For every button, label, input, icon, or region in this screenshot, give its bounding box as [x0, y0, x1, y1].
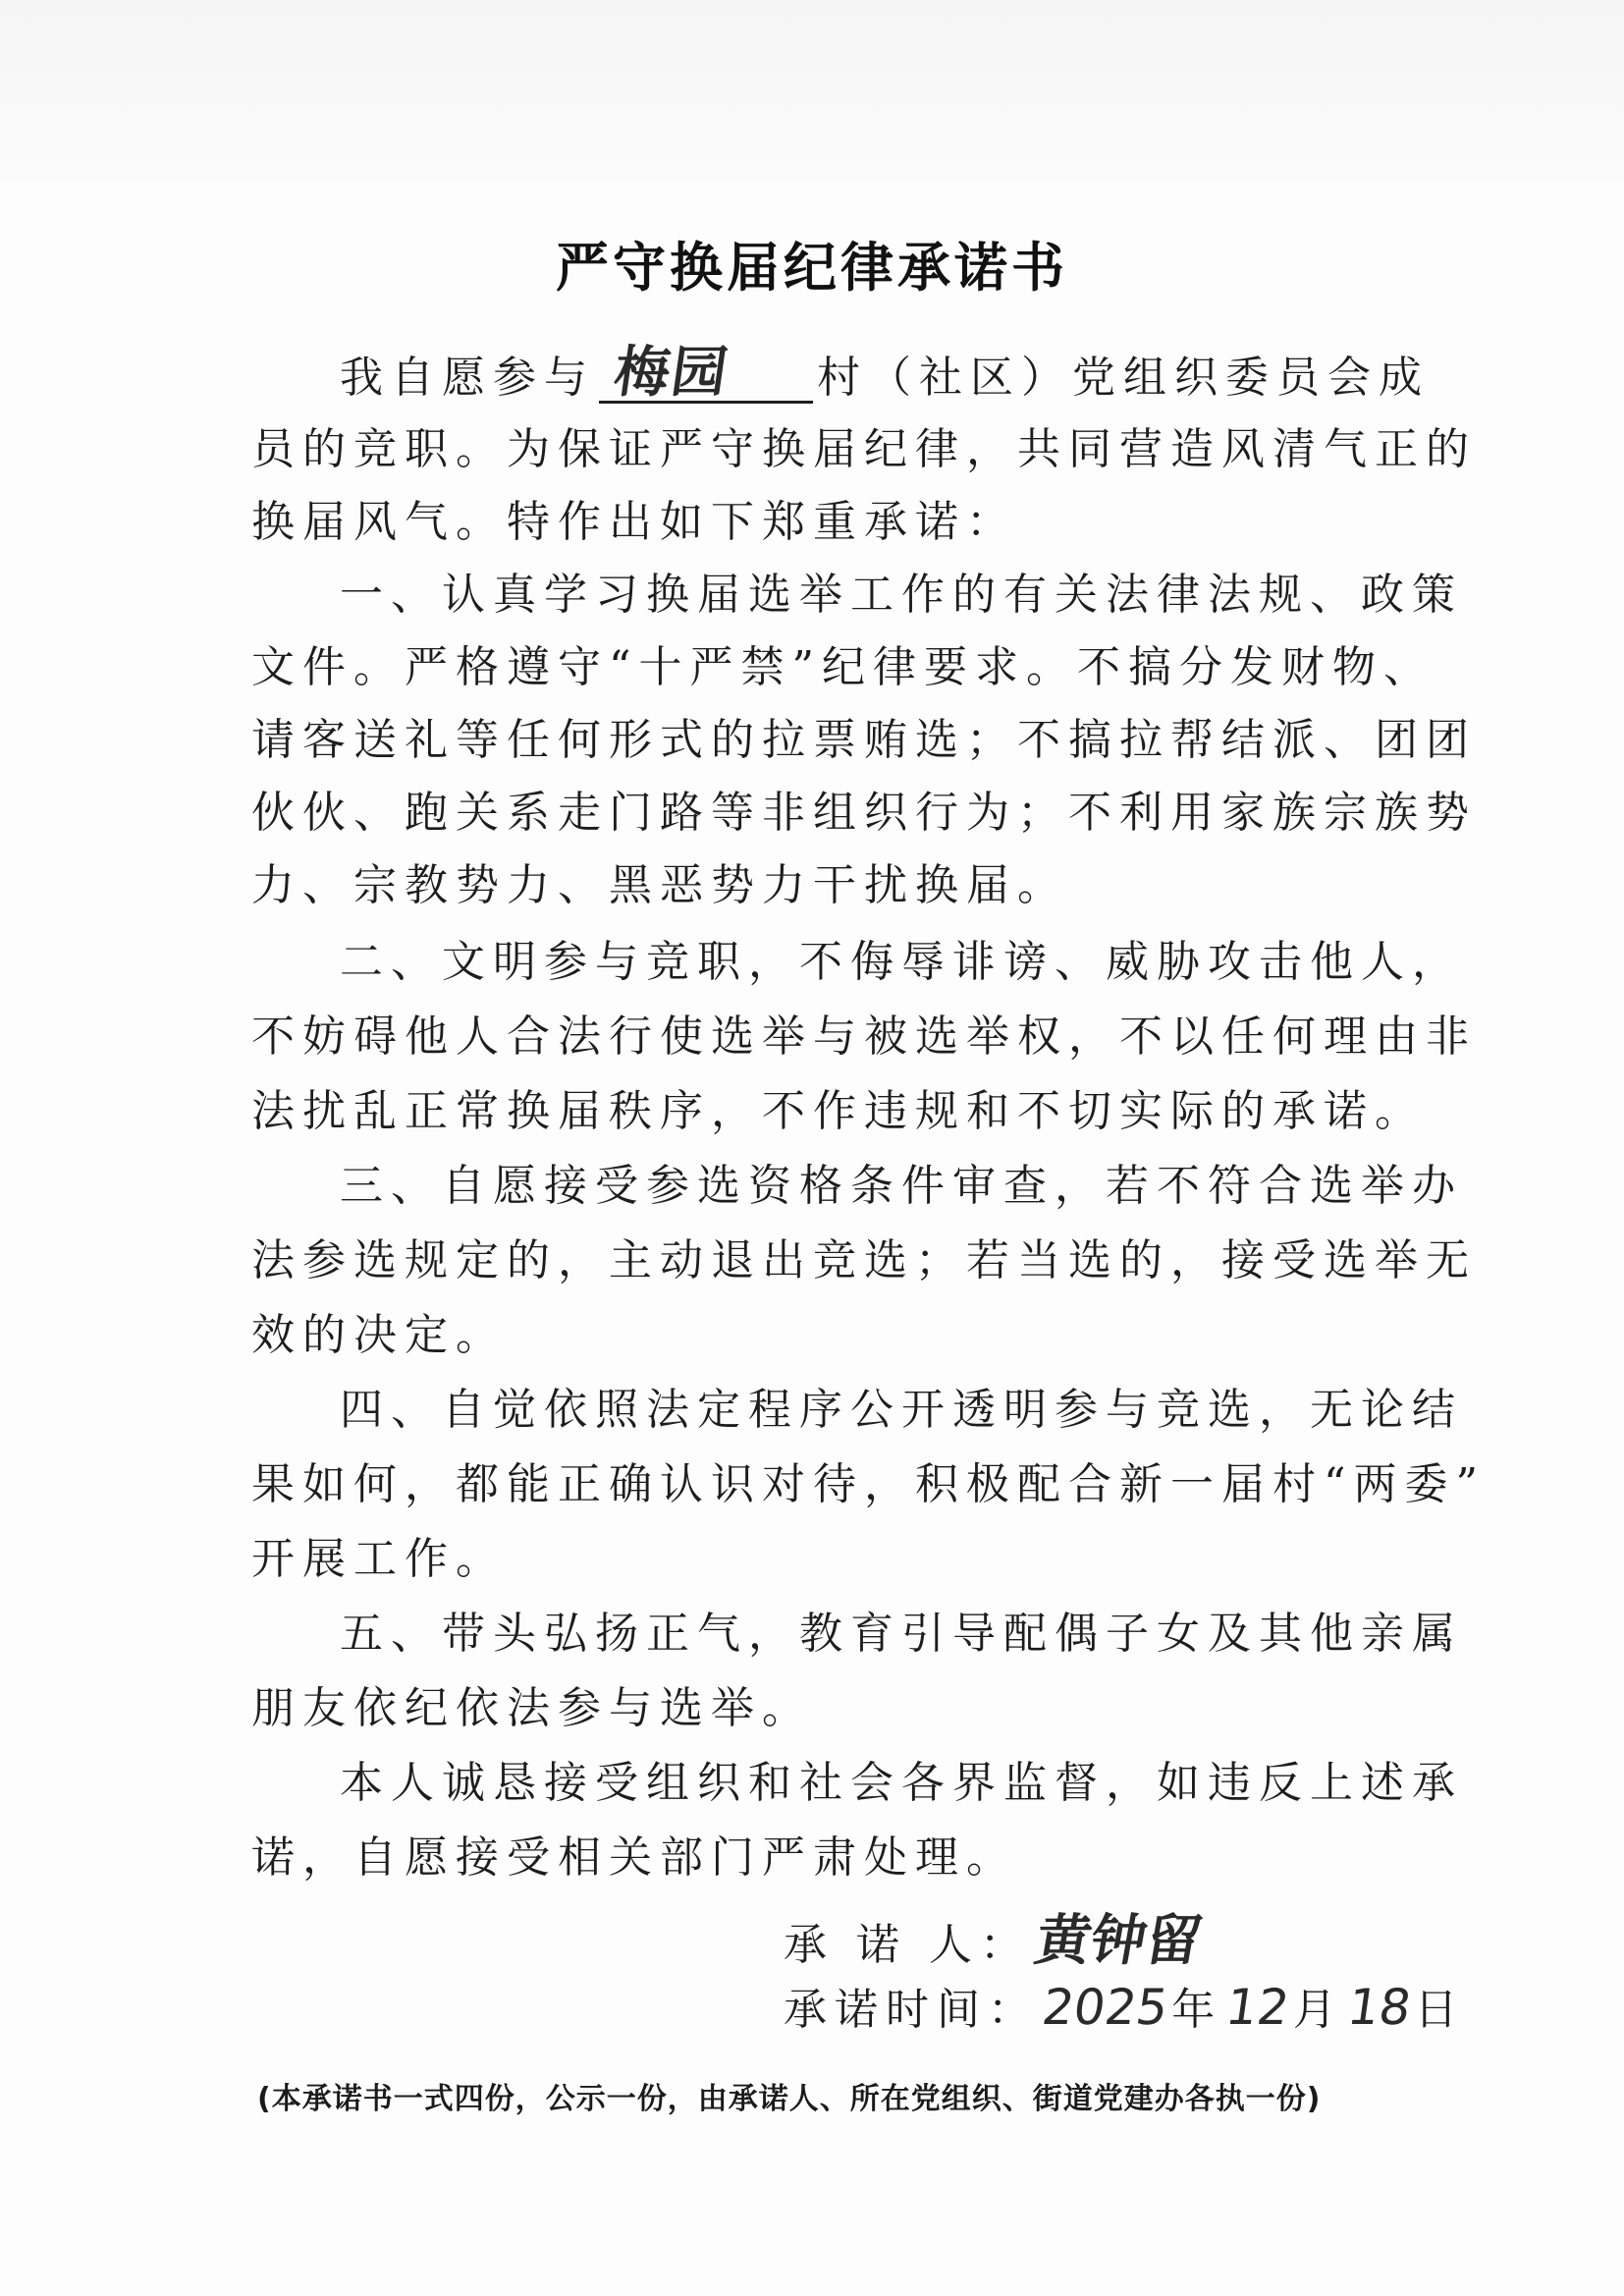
item-3-line-2: 法参选规定的，主动退出竞选；若当选的，接受选举无 [251, 1235, 1477, 1285]
date-label: 承诺时间： [784, 1985, 1039, 2035]
item-1-line-3: 请客送礼等任何形式的拉票贿选；不搞拉帮结派、团团 [251, 715, 1477, 765]
signature-handwritten: 黄钟留 [1030, 1909, 1207, 1973]
intro-prefix: 我自愿参与 [340, 353, 595, 403]
item-3-line-3: 效的决定。 [251, 1310, 507, 1360]
date-row [784, 1974, 1466, 2037]
item-4-line-1: 四、自觉依照法定程序公开透明参与竞选，无论结 [340, 1385, 1463, 1435]
item-4-line-2: 果如何，都能正确认识对待，积极配合新一届村“两委” [251, 1459, 1486, 1509]
date-month-unit: 月 [1292, 1985, 1344, 2035]
scan-shadow [0, 0, 1624, 226]
document-title: 严守换届纪律承诺书 [556, 237, 1068, 299]
closing-line-1: 本人诚恳接受组织和社会各界监督，如违反上述承 [340, 1758, 1463, 1808]
date-year-handwritten: 2025 [1038, 1979, 1172, 2036]
item-2-line-1: 二、文明参与竞职，不侮辱诽谤、威胁攻击他人， [340, 937, 1463, 987]
item-4-line-3: 开展工作。 [251, 1534, 507, 1584]
date-month-handwritten: 12 [1222, 1979, 1293, 2036]
item-1-line-4: 伙伙、跑关系走门路等非组织行为；不利用家族宗族势 [251, 788, 1477, 838]
item-2-line-3: 法扰乱正常换届秩序，不作违规和不切实际的承诺。 [251, 1086, 1426, 1136]
item-5-line-1: 五、带头弘扬正气，教育引导配偶子女及其他亲属 [340, 1609, 1463, 1659]
item-1-line-2: 文件。严格遵守“十严禁”纪律要求。不搞分发财物、 [251, 642, 1435, 692]
footnote: (本承诺书一式四份，公示一份，由承诺人、所在党组织、街道党建办各执一份) [257, 2082, 1322, 2116]
date-year-unit: 年 [1171, 1985, 1223, 2035]
closing-line-2: 诺，自愿接受相关部门严肃处理。 [251, 1832, 1017, 1883]
village-name-handwritten: 梅园 [610, 341, 733, 405]
item-1-line-5: 力、宗教势力、黑恶势力干扰换届。 [251, 860, 1068, 910]
intro-line-3: 换届风气。特作出如下郑重承诺： [251, 497, 1017, 547]
signature-label: 承 诺 人： [784, 1920, 1031, 1970]
signature-row [784, 1897, 1207, 1976]
intro-line-2: 员的竞职。为保证严守换届纪律，共同营造风清气正的 [251, 424, 1477, 474]
date-day-handwritten: 18 [1343, 1979, 1415, 2036]
item-2-line-2: 不妨碍他人合法行使选举与被选举权，不以任何理由非 [251, 1011, 1477, 1062]
intro-suffix: 村（社区）党组织委员会成 [817, 353, 1430, 403]
item-5-line-2: 朋友依纪依法参与选举。 [251, 1683, 813, 1733]
intro-line-1 [340, 341, 1430, 405]
item-1-line-1: 一、认真学习换届选举工作的有关法律法规、政策 [340, 570, 1463, 620]
date-day-unit: 日 [1414, 1985, 1466, 2035]
item-3-line-1: 三、自愿接受参选资格条件审查，若不符合选举办 [340, 1161, 1463, 1211]
village-name-blank [599, 341, 813, 405]
